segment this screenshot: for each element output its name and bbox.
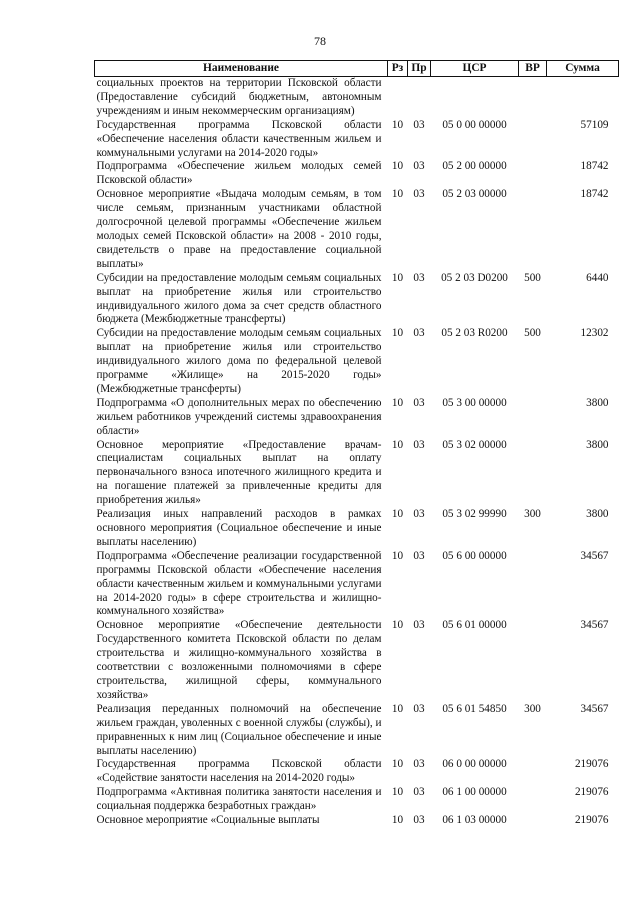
cell-vr [519, 758, 547, 786]
cell-rz: 10 [391, 619, 404, 632]
cell-sum: 18742 [580, 160, 609, 173]
cell-csr: 05 2 00 00000 [442, 160, 507, 173]
cell-name: социальных проектов на территории Псковской области (Предоставление субсидий бюджетным, автономным учреждениям и иным некоммерческим организациям) [96, 77, 382, 117]
header-row [95, 61, 619, 77]
cell-vr: 500 [524, 327, 541, 340]
cell-name: Подпрограмма «О дополнительных мерах по обеспечению жильем работников учреждений системы здравоохранения области» [96, 396, 382, 437]
cell-rz: 10 [391, 438, 404, 451]
header-rz: Рз [388, 61, 408, 77]
cell-name: Подпрограмма «Обеспечение реализации государственной программы Псковской области «Обеспечение населения области качественным жильем и коммунальными услугами на 2014-2020 годы» в сфере строительства и жилищно-коммунального хозяйства» [96, 549, 382, 618]
table-row [95, 77, 619, 119]
cell-csr: 05 2 03 00000 [442, 188, 507, 201]
cell-name: Субсидии на предоставление молодым семьям социальных выплат на приобретение жилья или строительство индивидуального жилого дома по федеральной целевой программе «Жилище» на 2015-2020 годы» (Межбюджетные трансферты) [96, 327, 382, 395]
cell-vr [519, 550, 547, 620]
cell-sum: 3800 [586, 508, 609, 521]
table-row [95, 119, 619, 161]
cell-csr: 05 6 01 54850 [442, 702, 507, 715]
table-row [95, 508, 619, 550]
cell-pr: 03 [413, 271, 425, 284]
cell-csr [431, 77, 519, 119]
cell-sum: 219076 [574, 786, 609, 799]
cell-sum: 3800 [586, 396, 609, 409]
header-name: Наименование [95, 61, 388, 77]
cell-name: Субсидии на предоставление молодым семьям социальных выплат на приобретение жилья или строительство индивидуального жилого дома за счет средств областного бюджета (Межбюджетные трансферты) [96, 271, 382, 326]
cell-csr: 05 6 00 00000 [442, 549, 507, 562]
cell-pr: 03 [413, 758, 425, 771]
cell-pr: 03 [413, 619, 425, 632]
cell-csr: 05 0 00 00000 [442, 118, 507, 131]
table-row [95, 703, 619, 759]
table-row [95, 619, 619, 702]
cell-name: Государственная программа Псковской области «Содействие занятости населения на 2014-2020 годы» [96, 758, 382, 785]
cell-pr: 03 [413, 438, 425, 451]
table-row [95, 272, 619, 328]
table-row [95, 188, 619, 271]
cell-csr: 06 1 00 00000 [442, 786, 507, 799]
cell-name: Подпрограмма «Обеспечение жильем молодых семей Псковской области» [96, 160, 382, 187]
table-row [95, 786, 619, 814]
cell-rz: 10 [391, 702, 404, 715]
cell-pr: 03 [413, 188, 425, 201]
cell-csr: 05 2 03 R0200 [441, 327, 508, 340]
budget-table-container [94, 60, 618, 828]
cell-pr: 03 [413, 118, 425, 131]
cell-rz: 10 [391, 118, 404, 131]
cell-rz: 10 [391, 758, 404, 771]
cell-vr [519, 786, 547, 814]
cell-rz: 10 [391, 786, 404, 799]
cell-name: Государственная программа Псковской области «Обеспечение населения области качественным жильем и коммунальными услугами на 2014-2020 годы» [96, 118, 382, 159]
cell-sum: 34567 [580, 702, 609, 715]
cell-sum: 34567 [580, 549, 609, 562]
cell-csr: 05 3 00 00000 [442, 396, 507, 409]
cell-pr: 03 [413, 814, 425, 827]
header-pr: Пр [408, 61, 431, 77]
cell-sum: 12302 [580, 327, 609, 340]
table-row [95, 160, 619, 188]
cell-rz: 10 [391, 396, 404, 409]
cell-pr: 03 [413, 508, 425, 521]
cell-rz: 10 [391, 188, 404, 201]
cell-sum [547, 77, 619, 119]
cell-vr [519, 77, 547, 119]
cell-vr [519, 119, 547, 161]
cell-name: Основное мероприятие «Выдача молодым семьям, в том числе семьям, признанным участниками областной долгосрочной целевой программы «Обеспечение жильем молодых семей Псковской области» на 2008 - 2010 годы, свидетельств о праве на предоставление социальной выплаты» [96, 188, 382, 270]
cell-pr: 03 [413, 327, 425, 340]
cell-pr: 03 [413, 702, 425, 715]
cell-pr: 03 [413, 160, 425, 173]
cell-pr: 03 [413, 396, 425, 409]
table-row [95, 327, 619, 397]
table-row [95, 758, 619, 786]
cell-pr: 03 [413, 786, 425, 799]
cell-vr: 300 [524, 702, 541, 715]
cell-vr [519, 439, 547, 509]
cell-csr: 05 3 02 99990 [442, 508, 507, 521]
cell-vr: 500 [524, 271, 541, 284]
table-row [95, 397, 619, 439]
cell-rz: 10 [391, 549, 404, 562]
cell-name: Реализация иных направлений расходов в рамках основного мероприятия (Социальное обеспечение и иные выплаты населению) [96, 508, 382, 548]
header-sum: Сумма [547, 61, 619, 77]
cell-rz: 10 [391, 814, 404, 827]
cell-csr: 06 0 00 00000 [442, 758, 507, 771]
table-header [95, 61, 619, 77]
table-row [95, 439, 619, 509]
cell-rz: 10 [391, 327, 404, 340]
cell-sum: 18742 [580, 188, 609, 201]
cell-rz: 10 [391, 160, 404, 173]
cell-vr: 300 [524, 508, 541, 521]
header-csr: ЦСР [431, 61, 519, 77]
cell-vr [519, 188, 547, 271]
cell-sum: 57109 [580, 118, 609, 131]
table-row [95, 814, 619, 828]
cell-sum: 219076 [574, 814, 609, 827]
cell-vr [519, 397, 547, 439]
cell-csr: 05 3 02 00000 [442, 438, 507, 451]
cell-vr [519, 814, 547, 828]
page-number: 78 [314, 34, 326, 48]
table-body [95, 77, 619, 828]
cell-sum: 6440 [586, 271, 609, 284]
cell-rz: 10 [391, 508, 404, 521]
cell-name: Основное мероприятие «Предоставление врачам-специалистам социальных выплат на оплату первоначального взноса ипотечного жилищного кредита и на погашение платежей за привлеченные кредиты для приобретения жилья» [96, 438, 382, 507]
cell-csr: 06 1 03 00000 [442, 814, 507, 827]
cell-sum: 219076 [574, 758, 609, 771]
cell-csr: 05 6 01 00000 [442, 619, 507, 632]
cell-name: Основное мероприятие «Социальные выплаты [96, 814, 320, 827]
cell-rz [388, 77, 408, 119]
table-row [95, 550, 619, 620]
cell-name: Основное мероприятие «Обеспечение деятельности Государственного комитета Псковской области по делам строительства и жилищно-коммунального хозяйства в соответствии с возложенными полномочиями в сфере строительства, жилищной сферы, коммунального хозяйства» [96, 619, 382, 701]
cell-rz: 10 [391, 271, 404, 284]
cell-name: Подпрограмма «Активная политика занятости населения и социальная поддержка безработных граждан» [96, 786, 382, 813]
cell-pr: 03 [413, 549, 425, 562]
cell-sum: 34567 [580, 619, 609, 632]
cell-pr [408, 77, 431, 119]
cell-vr [519, 160, 547, 188]
budget-table [94, 60, 619, 828]
cell-vr [519, 619, 547, 702]
header-vr: ВР [519, 61, 547, 77]
cell-sum: 3800 [586, 438, 609, 451]
cell-name: Реализация переданных полномочий на обеспечение жильем граждан, уволенных с военной службы (службы), и приравненных к ним лиц (Социальное обеспечение и иные выплаты населению) [96, 702, 382, 757]
cell-csr: 05 2 03 D0200 [441, 271, 508, 284]
